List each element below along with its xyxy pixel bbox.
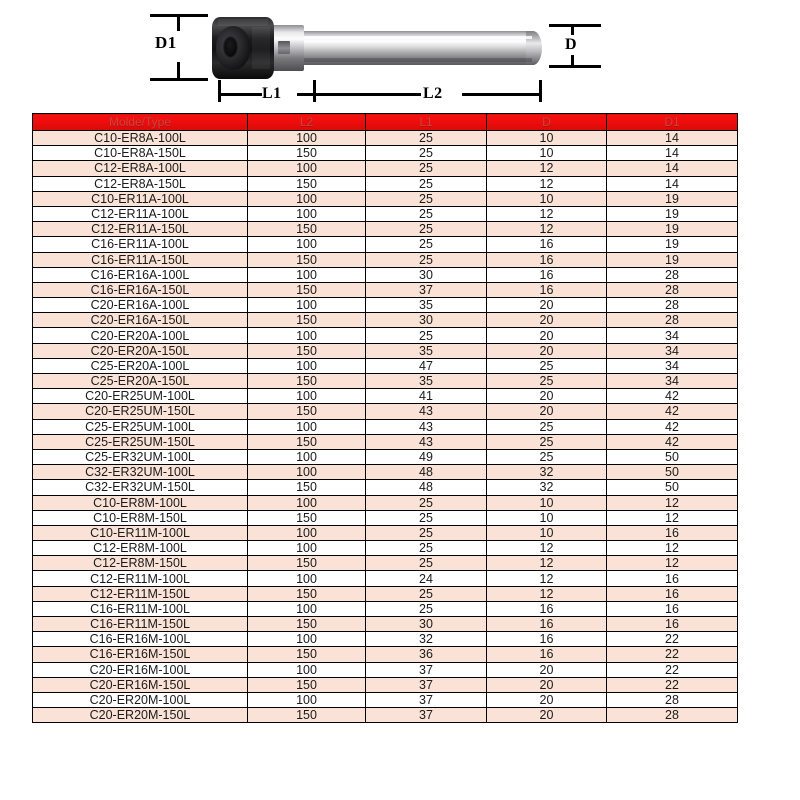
cell-l2: 150: [248, 647, 366, 662]
table-row: [33, 161, 738, 176]
cell-d: 12: [487, 206, 607, 221]
cell-l1: 37: [366, 662, 487, 677]
cell-l2: 100: [248, 495, 366, 510]
table-row: [33, 708, 738, 723]
table-row: [33, 434, 738, 449]
cell-d: 12: [487, 586, 607, 601]
cell-d: 20: [487, 313, 607, 328]
cell-d: 25: [487, 358, 607, 373]
cell-d1: 19: [607, 222, 738, 237]
cell-l2: 100: [248, 419, 366, 434]
column-header-d: D: [487, 114, 607, 131]
cell-d: 16: [487, 237, 607, 252]
shank-highlight: [302, 36, 532, 39]
table-row: [33, 465, 738, 480]
cell-model: C20-ER16M-100L: [33, 662, 248, 677]
chuck-collar-slot: [278, 41, 290, 54]
d-top-tick: [549, 24, 601, 27]
cell-model: C16-ER11M-150L: [33, 617, 248, 632]
cell-l2: 150: [248, 222, 366, 237]
cell-l1: 25: [366, 541, 487, 556]
cell-l1: 48: [366, 480, 487, 495]
nut-facet-mid: [252, 27, 270, 69]
collet-nut: [212, 17, 274, 79]
cell-d: 12: [487, 571, 607, 586]
table-row: [33, 662, 738, 677]
cell-model: C20-ER16A-100L: [33, 298, 248, 313]
table-row: [33, 571, 738, 586]
cell-d1: 12: [607, 510, 738, 525]
table-row: [33, 267, 738, 282]
cell-d: 16: [487, 282, 607, 297]
cell-d: 20: [487, 404, 607, 419]
dimension-label-l2: L2: [423, 85, 443, 102]
shank-shadow: [302, 58, 532, 62]
table-row: [33, 449, 738, 464]
cell-d1: 28: [607, 313, 738, 328]
cell-model: C16-ER11A-150L: [33, 252, 248, 267]
cell-l1: 25: [366, 601, 487, 616]
cell-l2: 100: [248, 571, 366, 586]
cell-l1: 25: [366, 328, 487, 343]
specification-table: [32, 113, 738, 723]
cell-d1: 19: [607, 237, 738, 252]
cell-l1: 37: [366, 692, 487, 707]
cell-model: C10-ER8M-100L: [33, 495, 248, 510]
cell-l2: 150: [248, 677, 366, 692]
table-row: [33, 191, 738, 206]
cell-model: C20-ER20M-100L: [33, 692, 248, 707]
cell-d1: 28: [607, 298, 738, 313]
cell-model: C10-ER11A-100L: [33, 191, 248, 206]
cell-d: 12: [487, 176, 607, 191]
cell-l1: 25: [366, 495, 487, 510]
column-header-model: Molde/Type: [33, 114, 248, 131]
cell-l1: 30: [366, 267, 487, 282]
cell-d1: 34: [607, 374, 738, 389]
table-row: [33, 328, 738, 343]
cell-d1: 12: [607, 495, 738, 510]
l1-left-tick: [218, 80, 221, 102]
cell-model: C12-ER8M-150L: [33, 556, 248, 571]
table-row: [33, 131, 738, 146]
cell-l1: 30: [366, 313, 487, 328]
cell-l1: 25: [366, 176, 487, 191]
cell-d: 25: [487, 434, 607, 449]
cell-d1: 16: [607, 525, 738, 540]
cell-d: 10: [487, 510, 607, 525]
column-header-l2: L2: [248, 114, 366, 131]
table-row: [33, 632, 738, 647]
l1-left-bar: [218, 93, 262, 96]
cell-d: 10: [487, 191, 607, 206]
cell-model: C16-ER16A-150L: [33, 282, 248, 297]
table-row: [33, 677, 738, 692]
l2-left-tick: [313, 80, 316, 102]
cell-d1: 16: [607, 586, 738, 601]
cell-model: C20-ER20A-150L: [33, 343, 248, 358]
table-row: [33, 647, 738, 662]
cell-d1: 50: [607, 465, 738, 480]
cell-d: 10: [487, 495, 607, 510]
table-row: [33, 343, 738, 358]
cell-l2: 150: [248, 252, 366, 267]
cell-d: 16: [487, 632, 607, 647]
cell-l2: 150: [248, 434, 366, 449]
table-row: [33, 282, 738, 297]
specification-table-container: [32, 113, 737, 723]
cell-model: C12-ER11M-100L: [33, 571, 248, 586]
cell-d: 20: [487, 708, 607, 723]
cell-model: C12-ER8A-100L: [33, 161, 248, 176]
cell-model: C25-ER25UM-100L: [33, 419, 248, 434]
cell-d: 10: [487, 146, 607, 161]
cell-d1: 50: [607, 449, 738, 464]
cell-model: C10-ER8M-150L: [33, 510, 248, 525]
table-row: [33, 176, 738, 191]
cell-d1: 42: [607, 389, 738, 404]
cell-l2: 100: [248, 465, 366, 480]
d1-lower-stem: [177, 62, 180, 81]
cell-l2: 100: [248, 131, 366, 146]
l2-right-bar: [462, 93, 542, 96]
column-header-d1: D1: [607, 114, 738, 131]
table-row: [33, 237, 738, 252]
cell-d1: 34: [607, 358, 738, 373]
cell-model: C32-ER32UM-100L: [33, 465, 248, 480]
cell-model: C16-ER11A-100L: [33, 237, 248, 252]
cell-d: 16: [487, 617, 607, 632]
cell-l1: 37: [366, 708, 487, 723]
cell-l2: 150: [248, 708, 366, 723]
cell-l2: 100: [248, 358, 366, 373]
cell-d: 10: [487, 131, 607, 146]
dimension-label-d: D: [565, 36, 578, 53]
cell-d: 12: [487, 541, 607, 556]
cell-d: 25: [487, 419, 607, 434]
cell-d1: 42: [607, 434, 738, 449]
cell-d: 25: [487, 449, 607, 464]
cell-model: C16-ER16M-150L: [33, 647, 248, 662]
cell-d1: 28: [607, 282, 738, 297]
cell-model: C12-ER11A-150L: [33, 222, 248, 237]
cell-d1: 14: [607, 176, 738, 191]
cell-d1: 19: [607, 206, 738, 221]
cell-l2: 100: [248, 389, 366, 404]
d-upper-stem: [571, 24, 574, 35]
cell-l2: 100: [248, 298, 366, 313]
cell-d1: 16: [607, 601, 738, 616]
table-row: [33, 692, 738, 707]
cell-d1: 22: [607, 632, 738, 647]
cell-d: 12: [487, 222, 607, 237]
cell-d1: 16: [607, 571, 738, 586]
table-row: [33, 480, 738, 495]
collet-chuck-illustration: [212, 17, 542, 79]
cell-d: 32: [487, 465, 607, 480]
cell-d1: 42: [607, 404, 738, 419]
cell-l1: 25: [366, 161, 487, 176]
table-row: [33, 541, 738, 556]
cell-l1: 25: [366, 131, 487, 146]
cell-l1: 48: [366, 465, 487, 480]
cell-model: C25-ER20A-150L: [33, 374, 248, 389]
cell-model: C32-ER32UM-150L: [33, 480, 248, 495]
cell-l1: 30: [366, 617, 487, 632]
cell-d1: 34: [607, 328, 738, 343]
cell-l1: 25: [366, 237, 487, 252]
d-bottom-tick: [549, 65, 601, 68]
nut-bore: [223, 36, 238, 58]
cell-l2: 150: [248, 146, 366, 161]
cell-l1: 35: [366, 343, 487, 358]
cell-l1: 49: [366, 449, 487, 464]
table-body: [33, 131, 738, 723]
cell-l2: 100: [248, 632, 366, 647]
column-header-l1: L1: [366, 114, 487, 131]
cell-d1: 22: [607, 647, 738, 662]
cell-l1: 43: [366, 434, 487, 449]
table-row: [33, 146, 738, 161]
table-row: [33, 510, 738, 525]
cell-d: 20: [487, 298, 607, 313]
cell-l1: 25: [366, 510, 487, 525]
cell-d: 20: [487, 677, 607, 692]
cell-model: C10-ER11M-100L: [33, 525, 248, 540]
table-row: [33, 404, 738, 419]
table-row: [33, 222, 738, 237]
cell-d1: 22: [607, 662, 738, 677]
cell-l2: 150: [248, 282, 366, 297]
product-diagram: [0, 0, 800, 108]
cell-d1: 19: [607, 252, 738, 267]
cell-d1: 42: [607, 419, 738, 434]
cell-l2: 150: [248, 374, 366, 389]
table-row: [33, 252, 738, 267]
cell-l1: 37: [366, 677, 487, 692]
table-row: [33, 617, 738, 632]
l2-left-bar: [316, 93, 421, 96]
cell-l2: 100: [248, 267, 366, 282]
cell-d1: 22: [607, 677, 738, 692]
cell-l1: 47: [366, 358, 487, 373]
cell-l1: 43: [366, 419, 487, 434]
table-row: [33, 601, 738, 616]
cell-d1: 28: [607, 708, 738, 723]
cell-l1: 25: [366, 252, 487, 267]
cell-l1: 41: [366, 389, 487, 404]
cell-d: 16: [487, 647, 607, 662]
cell-l1: 35: [366, 374, 487, 389]
cell-d: 16: [487, 267, 607, 282]
cell-l1: 35: [366, 298, 487, 313]
table-header-row: [33, 114, 738, 131]
cell-d: 32: [487, 480, 607, 495]
cell-d: 20: [487, 343, 607, 358]
cell-l2: 150: [248, 404, 366, 419]
cell-l2: 150: [248, 510, 366, 525]
cell-l1: 25: [366, 206, 487, 221]
cell-d: 12: [487, 161, 607, 176]
cell-d: 25: [487, 374, 607, 389]
cell-l1: 25: [366, 556, 487, 571]
cell-d1: 28: [607, 267, 738, 282]
cell-l2: 100: [248, 328, 366, 343]
cell-l2: 100: [248, 449, 366, 464]
l2-right-tick: [539, 80, 542, 102]
cell-model: C12-ER8A-150L: [33, 176, 248, 191]
cell-d1: 19: [607, 191, 738, 206]
cell-model: C16-ER16M-100L: [33, 632, 248, 647]
cell-d1: 28: [607, 692, 738, 707]
dimension-label-d1: D1: [155, 33, 177, 52]
table-row: [33, 298, 738, 313]
cell-d: 20: [487, 328, 607, 343]
cell-model: C20-ER16A-150L: [33, 313, 248, 328]
cell-d: 20: [487, 662, 607, 677]
cell-model: C20-ER16M-150L: [33, 677, 248, 692]
cell-d1: 14: [607, 131, 738, 146]
cell-l2: 100: [248, 161, 366, 176]
cell-d1: 12: [607, 556, 738, 571]
cell-l1: 25: [366, 525, 487, 540]
cell-l2: 100: [248, 191, 366, 206]
cell-d1: 16: [607, 617, 738, 632]
cell-d1: 34: [607, 343, 738, 358]
cell-l2: 100: [248, 206, 366, 221]
cell-model: C25-ER32UM-100L: [33, 449, 248, 464]
cell-d: 16: [487, 601, 607, 616]
cell-d1: 14: [607, 146, 738, 161]
table-row: [33, 206, 738, 221]
cell-model: C16-ER11M-100L: [33, 601, 248, 616]
cell-l1: 25: [366, 586, 487, 601]
cell-l2: 150: [248, 556, 366, 571]
cell-d: 16: [487, 252, 607, 267]
cell-d: 20: [487, 389, 607, 404]
table-header: [33, 114, 738, 131]
cell-l2: 100: [248, 692, 366, 707]
cell-model: C12-ER11M-150L: [33, 586, 248, 601]
table-row: [33, 358, 738, 373]
table-row: [33, 313, 738, 328]
cell-l1: 24: [366, 571, 487, 586]
cell-model: C12-ER8M-100L: [33, 541, 248, 556]
cell-l1: 32: [366, 632, 487, 647]
cell-l1: 25: [366, 222, 487, 237]
d1-upper-stem: [177, 14, 180, 31]
table-row: [33, 389, 738, 404]
cell-l2: 150: [248, 586, 366, 601]
cell-l2: 100: [248, 541, 366, 556]
table-row: [33, 419, 738, 434]
cell-l1: 25: [366, 191, 487, 206]
table-row: [33, 556, 738, 571]
cell-d: 20: [487, 692, 607, 707]
cell-model: C20-ER25UM-150L: [33, 404, 248, 419]
nut-facet-top: [218, 19, 268, 26]
cell-model: C10-ER8A-100L: [33, 131, 248, 146]
cell-d1: 14: [607, 161, 738, 176]
cell-model: C25-ER25UM-150L: [33, 434, 248, 449]
dimension-label-l1: L1: [262, 85, 282, 102]
cell-model: C10-ER8A-150L: [33, 146, 248, 161]
cell-model: C16-ER16A-100L: [33, 267, 248, 282]
table-row: [33, 374, 738, 389]
cell-d: 12: [487, 556, 607, 571]
cell-model: C20-ER20M-150L: [33, 708, 248, 723]
table-row: [33, 525, 738, 540]
cell-l1: 36: [366, 647, 487, 662]
cell-l2: 150: [248, 480, 366, 495]
table-row: [33, 495, 738, 510]
cell-model: C12-ER11A-100L: [33, 206, 248, 221]
cell-d1: 50: [607, 480, 738, 495]
cell-l2: 150: [248, 343, 366, 358]
cell-l2: 150: [248, 176, 366, 191]
cell-l1: 43: [366, 404, 487, 419]
cell-d1: 12: [607, 541, 738, 556]
cell-l2: 150: [248, 617, 366, 632]
cell-model: C25-ER20A-100L: [33, 358, 248, 373]
cell-l2: 100: [248, 525, 366, 540]
cell-l2: 100: [248, 237, 366, 252]
cell-d: 10: [487, 525, 607, 540]
cell-l1: 25: [366, 146, 487, 161]
table-row: [33, 586, 738, 601]
d-lower-stem: [571, 55, 574, 68]
cell-model: C20-ER20A-100L: [33, 328, 248, 343]
cell-l2: 100: [248, 601, 366, 616]
cell-model: C20-ER25UM-100L: [33, 389, 248, 404]
cell-l2: 100: [248, 662, 366, 677]
cell-l1: 37: [366, 282, 487, 297]
cell-l2: 150: [248, 313, 366, 328]
